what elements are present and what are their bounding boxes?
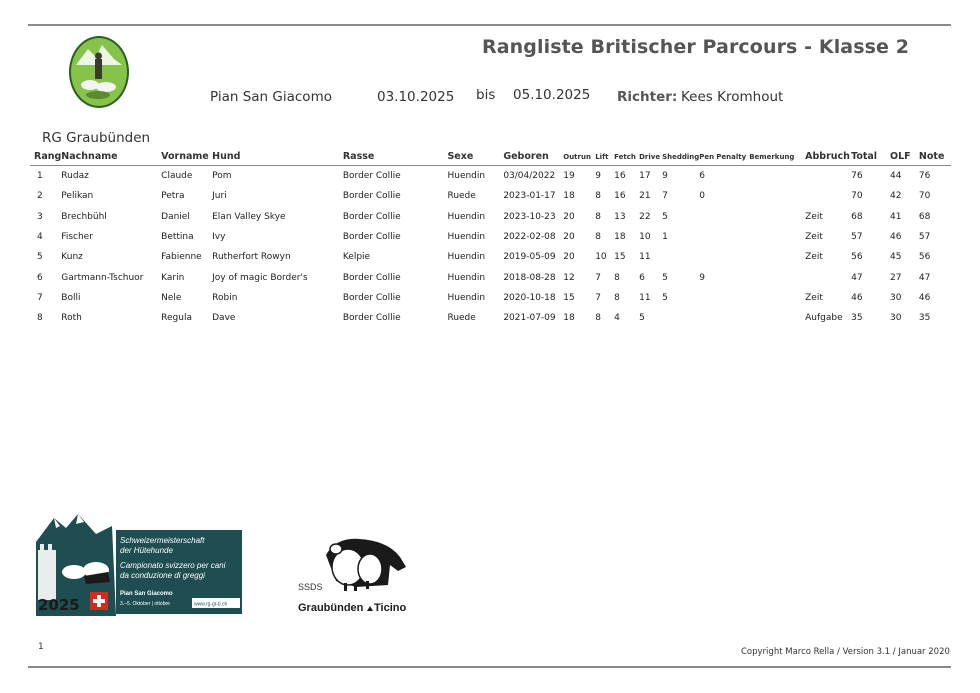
club-emblem-logo [68, 35, 130, 109]
table-cell [716, 166, 749, 187]
table-cell: 27 [890, 272, 902, 283]
column-header: Drive [639, 150, 662, 166]
table-cell: 8 [614, 292, 620, 303]
table-cell: 9 [699, 272, 706, 283]
table-body [30, 166, 951, 329]
table-cell: 2023-10-23 [503, 211, 556, 222]
column-header: Note [919, 150, 951, 166]
table-cell: 18 [563, 191, 575, 202]
date-to: 05.10.2025 [513, 87, 591, 103]
bottom-rule [28, 666, 951, 668]
column-header: Rang [30, 150, 61, 166]
page-title: Rangliste Britischer Parcours - Klasse 2 [482, 36, 910, 58]
table-row [30, 186, 951, 206]
table-cell: 13 [614, 211, 626, 222]
table-row [30, 166, 951, 187]
column-header: Outrun [563, 150, 595, 166]
table-cell: 5 [662, 292, 668, 303]
judge-label: Richter: [617, 89, 678, 105]
column-header: Sexe [447, 150, 503, 166]
event-location: Pian San Giacomo [210, 89, 332, 105]
table-cell [699, 288, 716, 308]
column-header: Lift [595, 150, 614, 166]
table-cell [699, 247, 716, 267]
table-cell: 18 [614, 232, 626, 243]
event-logo-url: www.rg-gr-ti.ch [194, 601, 228, 608]
table-cell: 7 [662, 191, 668, 202]
table-cell: 10 [639, 232, 651, 243]
table-cell [749, 186, 805, 206]
table-cell: 2019-05-09 [503, 252, 556, 263]
group-title: RG Graubünden [42, 130, 151, 146]
table-cell: Border Collie [342, 171, 401, 182]
table-cell: 5 [639, 313, 645, 324]
column-header: OLF [890, 150, 919, 166]
table-cell: 8 [614, 272, 620, 283]
table-cell: 19 [563, 171, 575, 182]
table-cell: Pelikan [61, 191, 94, 202]
table-cell: Huendin [447, 292, 486, 303]
mountain-icon [367, 606, 373, 611]
table-cell: 76 [918, 171, 931, 182]
club-logo-name2: Ticino [374, 602, 407, 614]
table-row [30, 227, 951, 247]
table-cell [699, 207, 716, 227]
table-cell: 46 [851, 292, 863, 303]
table-cell: 8 [595, 191, 601, 202]
column-header: Geboren [503, 150, 563, 166]
table-cell: 20 [563, 252, 575, 263]
table-cell: 44 [890, 171, 902, 182]
bis-label: bis [476, 87, 496, 103]
table-cell: 7 [595, 292, 601, 303]
table-cell [716, 247, 749, 267]
table-cell [716, 186, 749, 206]
table-cell: 8 [595, 211, 601, 222]
table-cell: 12 [563, 272, 575, 283]
table-cell: 1 [662, 232, 668, 243]
column-header: Shedding [662, 150, 699, 166]
table-cell: Bolli [61, 292, 81, 303]
table-cell [805, 267, 851, 287]
table-cell [716, 267, 749, 287]
table-cell: 70 [918, 191, 931, 202]
table-cell: 41 [890, 211, 902, 222]
table-cell: 5 [37, 252, 43, 263]
table-cell: 6 [699, 171, 706, 182]
table-cell: 5 [662, 272, 668, 283]
event-logo-line4: da conduzione di greggi [120, 571, 205, 580]
table-cell: 7 [37, 292, 43, 303]
club-logo [296, 535, 426, 617]
table-cell: Juri [212, 191, 227, 202]
table-cell: Border Collie [342, 232, 401, 243]
judge-name: Kees Kromhout [681, 89, 784, 105]
table-cell: 30 [890, 292, 902, 303]
table-cell: Joy of magic Border's [212, 272, 308, 283]
column-header: Rasse [343, 150, 448, 166]
table-cell: Rudaz [61, 171, 89, 182]
table-cell [699, 227, 716, 247]
table-cell: 76 [851, 171, 863, 182]
table-cell: 4 [37, 232, 43, 243]
table-cell: Zeit [805, 211, 823, 222]
table-cell: Kunz [61, 252, 83, 263]
table-cell: 68 [918, 211, 931, 222]
table-cell: 18 [563, 313, 575, 324]
table-cell: 56 [851, 252, 863, 263]
event-logo-dates: 3.–5. Oktober | ottobre [120, 601, 170, 607]
table-cell: 11 [639, 252, 651, 263]
table-cell: Huendin [447, 272, 486, 283]
event-logo-line3: Campionato svizzero per cani [120, 561, 226, 570]
table-cell: Gartmann-Tschuor [61, 272, 144, 283]
table-cell: Regula [161, 313, 192, 324]
table-cell: Roth [61, 313, 82, 324]
table-cell: Fischer [61, 232, 93, 243]
table-cell: Ivy [212, 232, 226, 243]
ranking-table [30, 150, 951, 328]
table-cell [749, 288, 805, 308]
table-cell [662, 308, 699, 328]
club-logo-name: Graubünden [298, 602, 364, 614]
table-cell: 2022-02-08 [503, 232, 556, 243]
table-row [30, 207, 951, 227]
table-cell: Border Collie [342, 211, 401, 222]
table-cell: 1 [37, 171, 43, 182]
table-cell: Border Collie [342, 313, 401, 324]
table-cell [716, 308, 749, 328]
table-cell [716, 227, 749, 247]
table-cell: 57 [851, 232, 863, 243]
table-cell: Border Collie [342, 191, 401, 202]
table-cell: 2020-10-18 [503, 292, 556, 303]
table-cell [749, 207, 805, 227]
column-header: Abbruch [805, 150, 851, 166]
event-logo-place: Pian San Giacomo [120, 591, 173, 597]
table-cell: Border Collie [342, 292, 401, 303]
table-cell: Ruede [447, 191, 476, 202]
table-cell: 11 [639, 292, 651, 303]
table-cell [716, 207, 749, 227]
table-cell: 47 [918, 272, 931, 283]
table-cell: Huendin [447, 171, 486, 182]
table-cell: 10 [595, 252, 607, 263]
table-cell: 46 [918, 292, 931, 303]
table-cell: 46 [890, 232, 902, 243]
event-logo [34, 512, 244, 616]
table-header-row [30, 150, 951, 166]
table-cell: 2 [37, 191, 43, 202]
table-cell [749, 267, 805, 287]
table-cell [749, 227, 805, 247]
table-cell: 45 [890, 252, 902, 263]
table-cell: Nele [161, 292, 182, 303]
table-cell: Zeit [805, 252, 823, 263]
table-cell: 9 [662, 171, 668, 182]
table-cell: 8 [595, 232, 601, 243]
table-cell: 35 [918, 313, 931, 324]
table-row [30, 288, 951, 308]
table-cell: 2023-01-17 [503, 191, 556, 202]
table-cell [716, 288, 749, 308]
table-row [30, 247, 951, 267]
table-cell [699, 308, 716, 328]
event-logo-year: 2025 [38, 596, 80, 614]
copyright-text: Copyright Marco Rella / Version 3.1 / Januar 2020 [741, 647, 950, 657]
table-cell: Pom [212, 171, 232, 182]
table-cell [805, 166, 851, 187]
table-cell: Bettina [161, 232, 194, 243]
column-header: Penalty [716, 150, 749, 166]
table-cell: 4 [614, 313, 620, 324]
table-cell: 56 [918, 252, 931, 263]
table-cell: Petra [161, 191, 185, 202]
date-from: 03.10.2025 [377, 89, 455, 105]
column-header: Fetch [614, 150, 639, 166]
table-cell: Huendin [447, 252, 486, 263]
table-cell: 15 [563, 292, 575, 303]
table-cell: 20 [563, 211, 575, 222]
table-cell [749, 166, 805, 187]
table-cell: 3 [37, 211, 43, 222]
table-row [30, 267, 951, 287]
table-cell: Rutherfort Rowyn [212, 252, 291, 263]
table-cell: 17 [639, 171, 651, 182]
table-cell [749, 247, 805, 267]
table-cell [749, 308, 805, 328]
table-cell: 8 [595, 313, 601, 324]
table-cell [805, 186, 851, 206]
column-header: Bemerkung [749, 150, 805, 166]
table-cell [662, 247, 699, 267]
column-header: Hund [212, 150, 343, 166]
table-cell: Robin [212, 292, 238, 303]
table-cell: 70 [851, 191, 863, 202]
table-cell: 03/04/2022 [503, 171, 556, 182]
table-cell: 16 [614, 191, 626, 202]
club-logo-abbr: SSDS [298, 582, 323, 592]
table-cell: 6 [639, 272, 645, 283]
table-cell: 7 [595, 272, 601, 283]
table-cell: 2018-08-28 [503, 272, 556, 283]
table-cell: 8 [37, 313, 43, 324]
table-cell: 6 [37, 272, 43, 283]
table-cell: 47 [851, 272, 863, 283]
table-cell: Ruede [447, 313, 476, 324]
column-header: Total [851, 150, 890, 166]
table-cell: 0 [699, 191, 706, 202]
column-header: Vorname [161, 150, 212, 166]
page-number: 1 [38, 642, 44, 652]
table-cell: Huendin [447, 232, 486, 243]
event-logo-line2: der Hütehunde [120, 546, 173, 555]
table-cell: 68 [851, 211, 863, 222]
table-cell: Karin [161, 272, 185, 283]
event-logo-line1: Schweizermeisterschaft [120, 536, 205, 545]
table-cell: 35 [851, 313, 863, 324]
table-cell: Brechbühl [61, 211, 107, 222]
table-cell: Claude [161, 171, 193, 182]
table-row [30, 308, 951, 328]
table-cell: Fabienne [161, 252, 202, 263]
table-cell: Zeit [805, 292, 823, 303]
table-cell: 2021-07-09 [503, 313, 556, 324]
table-cell: Border Collie [342, 272, 401, 283]
table-cell: 20 [563, 232, 575, 243]
table-cell: Daniel [161, 211, 190, 222]
table-cell: Zeit [805, 232, 823, 243]
column-header: Pen [699, 150, 716, 166]
top-rule [28, 24, 951, 26]
table-cell: 57 [918, 232, 931, 243]
table-cell: 21 [639, 191, 651, 202]
table-cell: Kelpie [342, 252, 371, 263]
table-cell: Huendin [447, 211, 486, 222]
table-cell: 30 [890, 313, 902, 324]
table-cell: Dave [212, 313, 236, 324]
table-cell: 22 [639, 211, 651, 222]
table-cell: 15 [614, 252, 626, 263]
table-cell: Elan Valley Skye [212, 211, 286, 222]
table-cell: 16 [614, 171, 626, 182]
table-cell: 9 [595, 171, 601, 182]
table-cell: Aufgabe [805, 313, 843, 324]
table-cell: 5 [662, 211, 668, 222]
table-cell: 42 [890, 191, 902, 202]
column-header: Nachname [61, 150, 161, 166]
